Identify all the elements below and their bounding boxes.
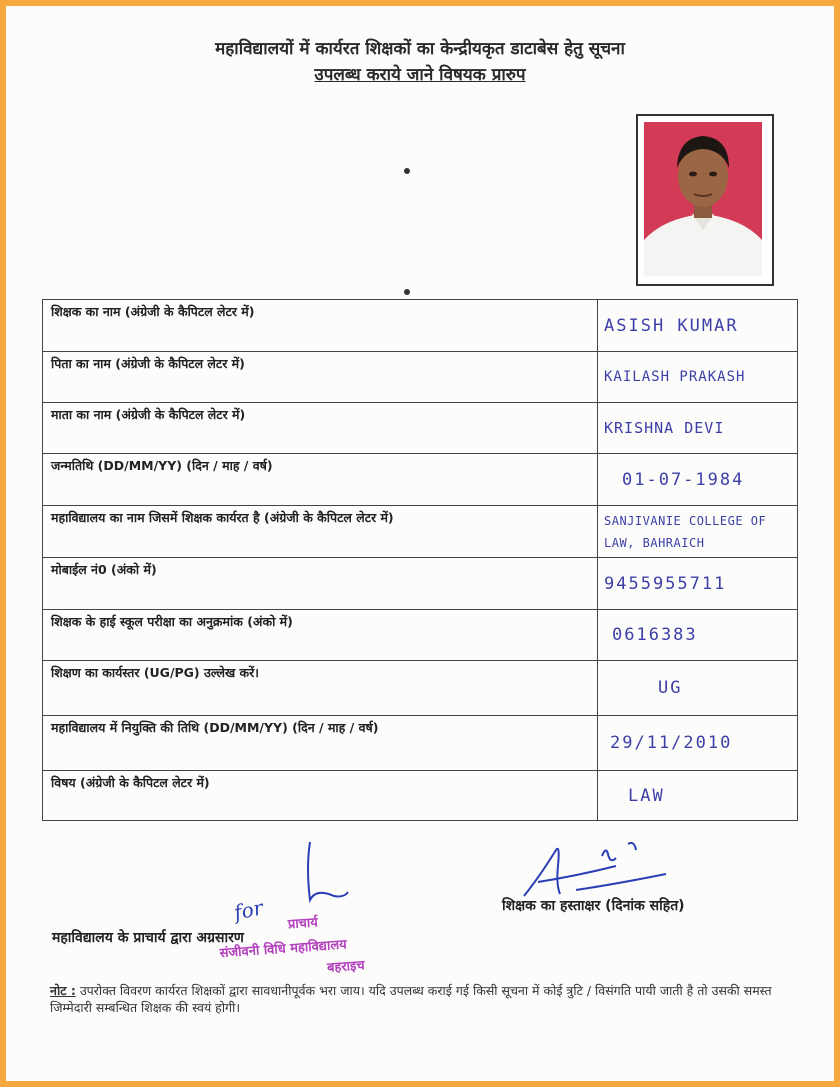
field-label: महाविद्यालय में नियुक्ति की तिथि (DD/MM/YY) (दिन / माह / वर्ष) bbox=[43, 716, 598, 771]
form-subtitle: उपलब्ध कराये जाने विषयक प्रारुप bbox=[314, 65, 526, 85]
table-row bbox=[43, 661, 798, 716]
teacher-info-table bbox=[42, 299, 798, 821]
table-row bbox=[43, 352, 798, 403]
field-value: ASISH KUMAR bbox=[598, 300, 798, 352]
table-row bbox=[43, 716, 798, 771]
field-value: 0616383 bbox=[598, 610, 798, 661]
handwritten-for: for bbox=[231, 895, 266, 925]
field-value: UG bbox=[598, 661, 798, 716]
field-value: KAILASH PRAKASH bbox=[598, 352, 798, 403]
field-label: महाविद्यालय का नाम जिसमें शिक्षक कार्यरत है (अंग्रेजी के कैपिटल लेटर में) bbox=[43, 506, 598, 558]
table-row bbox=[43, 771, 798, 821]
field-label: पिता का नाम (अंग्रेजी के कैपिटल लेटर में) bbox=[43, 352, 598, 403]
table-row bbox=[43, 506, 798, 558]
field-label: शिक्षण का कार्यस्तर (UG/PG) उल्लेख करें। bbox=[43, 661, 598, 716]
field-label: विषय (अंग्रेजी के कैपिटल लेटर में) bbox=[43, 771, 598, 821]
table-row bbox=[43, 454, 798, 506]
field-value: SANJIVANIE COLLEGE OF LAW, BAHRAICH bbox=[598, 506, 798, 558]
applicant-photo bbox=[644, 122, 762, 276]
table-row bbox=[43, 300, 798, 352]
stamp-line: बहराइच bbox=[326, 958, 366, 976]
field-value: 9455955711 bbox=[598, 558, 798, 610]
applicant-photo-frame bbox=[636, 114, 774, 286]
field-label: जन्मतिथि (DD/MM/YY) (दिन / माह / वर्ष) bbox=[43, 454, 598, 506]
teacher-signature-label: शिक्षक का हस्ताक्षर (दिनांक सहित) bbox=[502, 898, 685, 914]
speck bbox=[404, 168, 410, 174]
speck bbox=[404, 289, 410, 295]
field-label: शिक्षक का नाम (अंग्रेजी के कैपिटल लेटर में) bbox=[43, 300, 598, 352]
note bbox=[50, 982, 780, 1016]
field-label: मोबाईल नं0 (अंको में) bbox=[43, 558, 598, 610]
field-value: LAW bbox=[598, 771, 798, 821]
stamp-line: प्राचार्य bbox=[287, 915, 319, 933]
table-row bbox=[43, 610, 798, 661]
note-heading: नोट : bbox=[50, 983, 76, 998]
field-value: 01-07-1984 bbox=[598, 454, 798, 506]
principal-forwarding-label: महाविद्यालय के प्राचार्य द्वारा अग्रसारण bbox=[52, 930, 244, 946]
table-row bbox=[43, 558, 798, 610]
field-label: शिक्षक के हाई स्कूल परीक्षा का अनुक्रमांक (अंको में) bbox=[43, 610, 598, 661]
field-label: माता का नाम (अंग्रेजी के कैपिटल लेटर में) bbox=[43, 403, 598, 454]
teacher-signature bbox=[516, 836, 686, 902]
field-value: 29/11/2010 bbox=[598, 716, 798, 771]
stamp-line: संजीवनी विधि महाविद्यालय bbox=[219, 937, 348, 962]
note-text: उपरोक्त विवरण कार्यरत शिक्षकों द्वारा सावधानीपूर्वक भरा जाय। यदि उपलब्ध कराई गई किसी सूचना में कोई त्रुटि / विसंगति पायी जाती है तो उसकी समस्त जिम्मेदारी सम्बन्धित शिक्षक की स्वयं होगी। bbox=[50, 983, 772, 1015]
principal-signature bbox=[296, 838, 356, 908]
table-row bbox=[43, 403, 798, 454]
person-portrait-icon bbox=[644, 122, 762, 276]
form-title: महाविद्यालयों में कार्यरत शिक्षकों का केन्द्रीयकृत डाटाबेस हेतु सूचना bbox=[215, 39, 625, 59]
document-sheet bbox=[6, 6, 834, 1081]
field-value: KRISHNA DEVI bbox=[598, 403, 798, 454]
